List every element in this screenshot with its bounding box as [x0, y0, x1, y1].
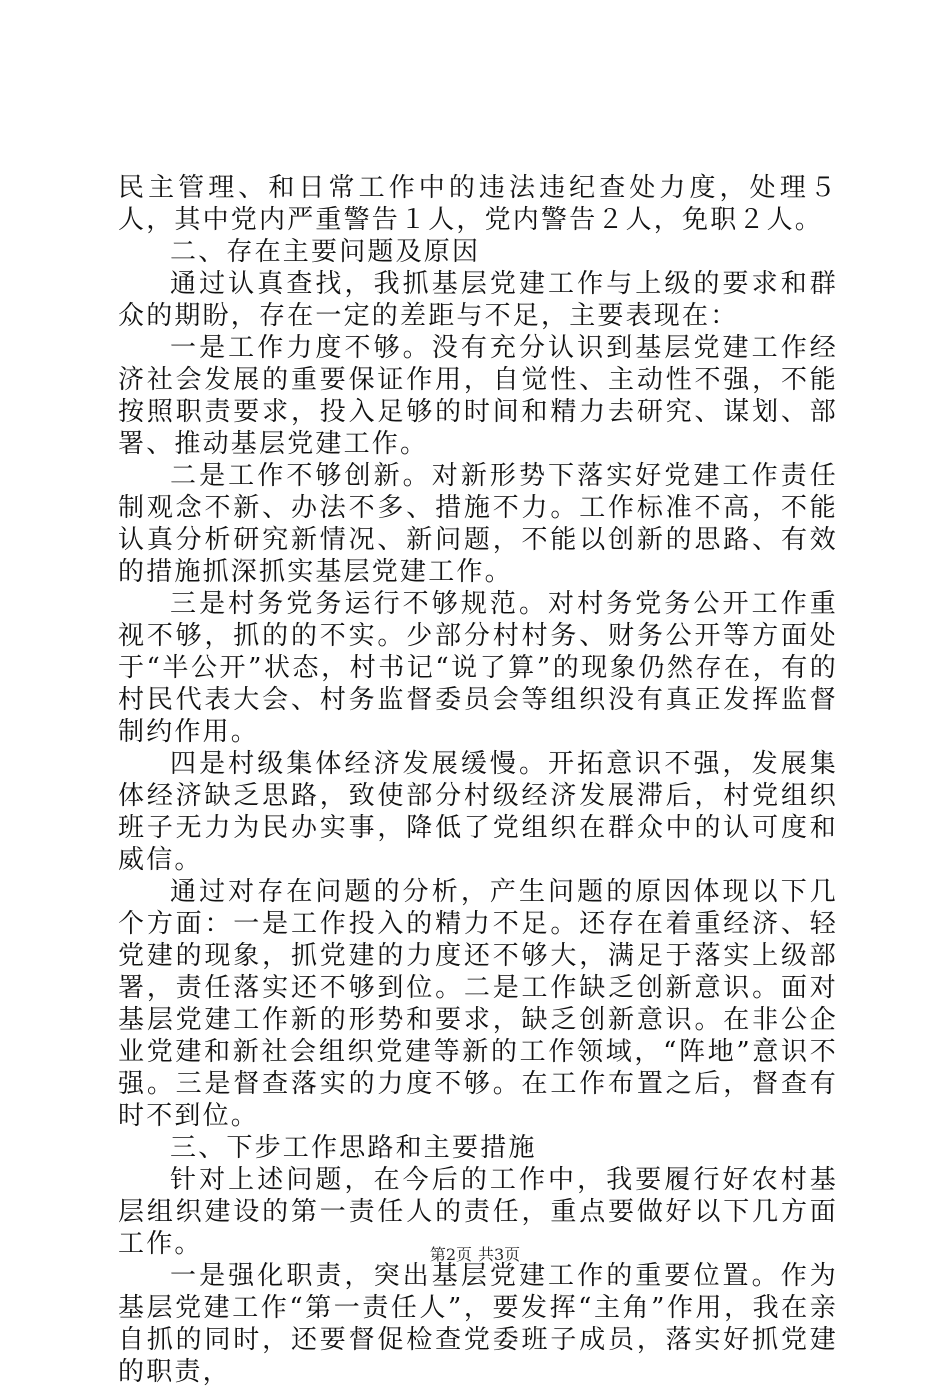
page-number: 第2页	[429, 1245, 472, 1264]
document-body	[118, 172, 838, 1388]
paragraph-problem-one: 一是工作力度不够。没有充分认识到基层党建工作经济社会发展的重要保证作用，自觉性、主动性不强，不能按照职责要求，投入足够的时间和精力去研究、谋划、部署、推动基层党建工作。	[118, 333, 838, 459]
paragraph-problem-three: 三是村务党务运行不够规范。对村务党务公开工作重视不够，抓的的不实。少部分村村务、财务公开等方面处于“半公开”状态，村书记“说了算”的现象仍然存在，有的村民代表大会、村务监督委员会等组织没有真正发挥监督制约作用。	[118, 589, 838, 747]
section-heading-problems: 二、存在主要问题及原因	[170, 237, 481, 267]
section-heading-measures: 三、下步工作思路和主要措施	[170, 1133, 537, 1163]
page-total: 共3页	[478, 1245, 521, 1264]
paragraph-measures-intro: 针对上述问题，在今后的工作中，我要履行好农村基层组织建设的第一责任人的责任，重点要做好以下几方面工作。	[118, 1165, 838, 1259]
paragraph-problem-four: 四是村级集体经济发展缓慢。开拓意识不强，发展集体经济缺乏思路，致使部分村级经济发展滞后，村党组织班子无力为民办实事，降低了党组织在群众中的认可度和威信。	[118, 749, 838, 875]
paragraph-continued: 民主管理、和日常工作中的违法违纪查处力度，处理５人，其中党内严重警告１人，党内警告２人，免职２人。	[118, 173, 838, 235]
paragraph-problem-two: 二是工作不够创新。对新形势下落实好党建工作责任制观念不新、办法不多、措施不力。工作标准不高，不能认真分析研究新情况、新问题，不能以创新的思路、有效的措施抓深抓实基层党建工作。	[118, 461, 838, 587]
paragraph-measure-one: 一是强化职责，突出基层党建工作的重要位置。作为基层党建工作“第一责任人”，要发挥“主角”作用，我在亲自抓的同时，还要督促检查党委班子成员，落实好抓党建的职责，	[118, 1261, 838, 1387]
paragraph-causes: 通过对存在问题的分析，产生问题的原因体现以下几个方面：一是工作投入的精力不足。还存在着重经济、轻党建的现象，抓党建的力度还不够大，满足于落实上级部署，责任落实还不够到位。二是工作缺乏创新意识。面对基层党建工作新的形势和要求，缺乏创新意识。在非公企业党建和新社会组织党建等新的工作领域，“阵地”意识不强。三是督查落实的力度不够。在工作布置之后，督查有时不到位。	[118, 877, 838, 1131]
paragraph-problems-intro: 通过认真查找，我抓基层党建工作与上级的要求和群众的期盼，存在一定的差距与不足，主要表现在：	[118, 269, 838, 331]
page-footer	[0, 1245, 950, 1265]
